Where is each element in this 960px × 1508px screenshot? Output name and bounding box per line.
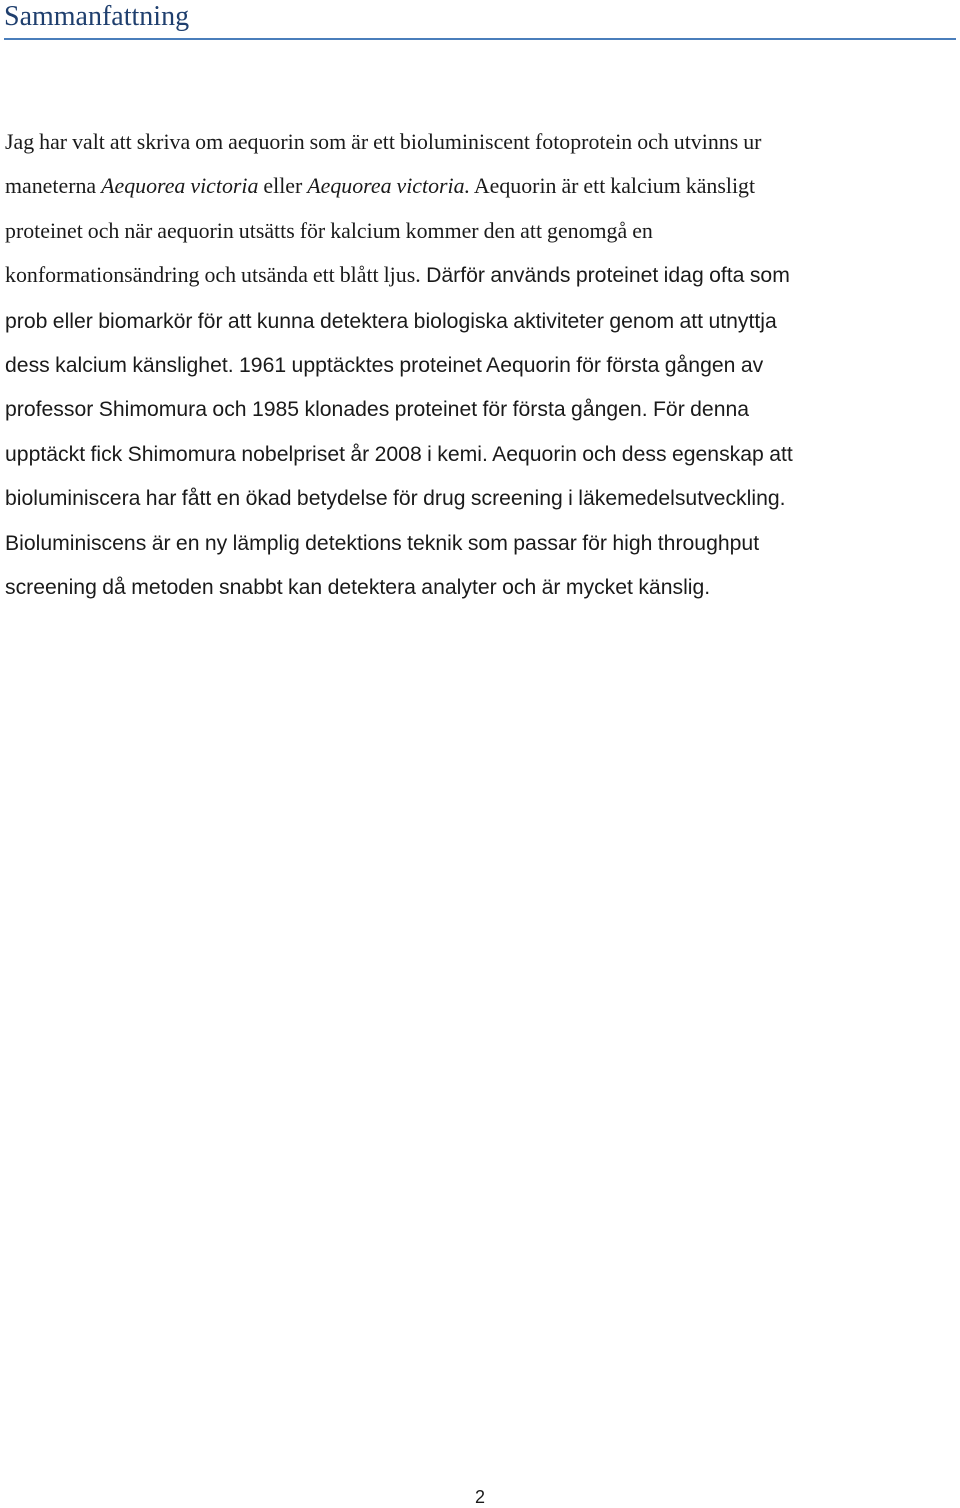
text-line-11: screening då metoden snabbt kan detektera analyter och är mycket känslig. bbox=[5, 575, 711, 600]
text-line-5: prob eller biomarkör för att kunna detektera biologiska aktiviteter genom att utnyttja bbox=[5, 308, 777, 333]
text-line-8: upptäckt fick Shimomura nobelpriset år 2008 i kemi. Aequorin och dess egenskap att bbox=[5, 441, 793, 466]
text-line-7: professor Shimomura och 1985 klonades proteinet för första gången. För denna bbox=[5, 397, 750, 422]
species-name-1: Aequorea victoria bbox=[101, 173, 259, 199]
text-line-2-part-e: Aequorin är ett kalcium känsligt bbox=[470, 173, 756, 199]
text-line-4 bbox=[5, 253, 955, 298]
section-heading: Sammanfattning bbox=[4, 0, 956, 40]
text-line-4-part-b: Därför används proteinet idag ofta som bbox=[420, 263, 790, 288]
text-line-3: proteinet och när aequorin utsätts för kalcium kommer den att genomgå en bbox=[5, 217, 653, 243]
text-line-1: Jag har valt att skriva om aequorin som är ett bioluminiscent fotoprotein och utvinns ur bbox=[5, 129, 762, 154]
summary-paragraph bbox=[5, 120, 960, 609]
text-line-10: Bioluminiscens är en ny lämplig detektions teknik som passar för high throughput bbox=[5, 530, 760, 555]
species-name-2: Aequorea victoria. bbox=[307, 173, 471, 199]
text-line-2-part-a: maneterna bbox=[5, 173, 102, 199]
page-number: 2 bbox=[474, 1487, 485, 1507]
text-line-2-part-c: eller bbox=[258, 173, 308, 199]
text-line-2 bbox=[5, 164, 955, 208]
text-line-9: bioluminiscera har fått en ökad betydelse för drug screening i läkemedelsutveckling. bbox=[5, 486, 786, 511]
text-line-6: dess kalcium känslighet. 1961 upptäcktes proteinet Aequorin för första gången av bbox=[5, 353, 764, 378]
text-line-4-part-a: konformationsändring och utsända ett blått ljus. bbox=[5, 262, 421, 288]
